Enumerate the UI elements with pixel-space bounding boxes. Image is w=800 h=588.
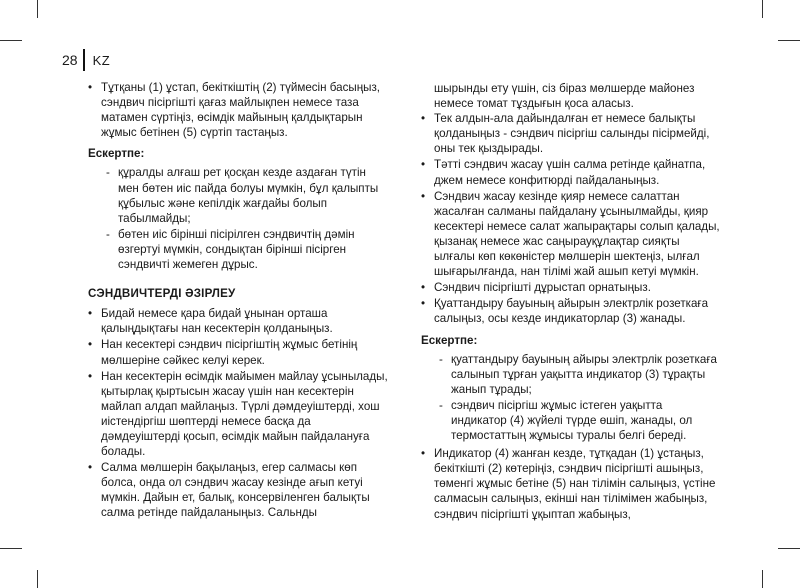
crop-mark — [762, 0, 763, 18]
header-divider — [83, 49, 85, 71]
page-header — [62, 50, 110, 70]
list-item: • Нан кесектерін өсімдік майымен майлау ұсынылады, қытырлақ қыртысын жасау үшін нан кесектерін майлап алдап майлаңыз. Түрлі дәмдеуіштерді, хош иістендіргіш шөптерді немесе басқа да дәмдеуіштерді қосып, өсімдік майын пайдалануға болады. — [88, 369, 388, 460]
crop-mark — [0, 548, 22, 549]
bullet-list — [88, 306, 388, 520]
bullet-list — [421, 111, 721, 326]
list-item: - сэндвич пісіргіш жұмыс істеген уақытта индикатор (4) жүйелі түрде өшіп, жанады, ол термостаттың жұмысы туралы белгі береді. — [439, 398, 721, 443]
note-title: Ескертпе: — [88, 147, 145, 161]
list-item: - бөтен иіс бірінші пісірілген сэндвичтің дәмін өзгертуі мүмкін, сондықтан бірінші пісірген сэндвичті жемеген дұрыс. — [106, 227, 388, 272]
note-title: Ескертпе: — [421, 333, 478, 347]
list-item: • Қуаттандыру бауының айырын электрлік розеткаға салыңыз, осы кезде индикаторлар (3) жанады. — [421, 296, 721, 326]
list-item: • Тек алдын-ала дайындалған ет немесе балықты қолданыңыз - сэндвич пісіргіш салынды пісірмейді, оны тек қыздырады. — [421, 111, 721, 156]
list-item: • Бидай немесе қара бидай ұнынан орташа қалыңдықтағы нан кесектерін қолданыңыз. — [88, 306, 388, 336]
left-column — [88, 80, 388, 522]
list-item: - құралды алғаш рет қосқан кезде аздаған түтін мен бөтен иіс пайда болуы мүмкін, бұл қалыпты құбылыс және кепілдік жағдайы болып табылмайды; — [106, 165, 388, 225]
list-item: • Тұтқаны (1) ұстап, бекіткіштің (2) түймесін басыңыз, сэндвич пісіргішті қағаз майлықпен немесе таза матамен сүртіңіз, өсімдік майының қалдықтарын жұмыс бетінен (5) сүртіп тастаңыз. — [88, 80, 388, 140]
crop-mark — [762, 570, 763, 588]
page-number: 28 — [62, 52, 78, 68]
dash-list — [421, 352, 721, 444]
language-code: KZ — [92, 52, 111, 68]
list-item: • Сэндвич пісіргішті дұрыстап орнатыңыз. — [421, 280, 721, 295]
section-heading: СЭНДВИЧТЕРДІ ӘЗІРЛЕУ — [88, 287, 236, 301]
crop-mark — [0, 40, 22, 41]
list-item: • Индикатор (4) жанған кезде, тұтқадан (1) ұстаңыз, бекіткішті (2) көтеріңіз, сэндвич пісіргішті ашыңыз, төменгі жұмыс бетіне (5) нан тілімін салыңыз, үстіне салмасын салыңыз, екінші нан тілімімен жабыңыз, сэндвич пісіргішті ұқыптап жабыңыз, — [421, 446, 721, 521]
list-item: • Сэндвич жасау кезінде қияр немесе салаттан жасалған салманы пайдалану ұсынылмайды, қияр кесектері немесе салат жапырақтары солып қалады, қызанақ немесе жас саңырауқұлақтар сияқты ылғалы көп көкөністер мөлшерін шектеңіз, ылғал шығарылғанда, нан тілімі жай ашып кетуі мүмкін. — [421, 189, 721, 280]
crop-mark — [778, 40, 800, 41]
list-item: • Нан кесектері сэндвич пісіргіштің жұмыс бетінің мөлшеріне сәйкес келуі керек. — [88, 337, 388, 367]
continuation-text: шырынды ету үшін, сіз біраз мөлшерде майонез немесе томат тұздығын қоса аласыз. — [434, 82, 695, 111]
right-column — [421, 81, 721, 523]
crop-mark — [37, 0, 38, 18]
list-item: • Тәтті сэндвич жасау үшін салма ретінде қайнатпа, джем немесе конфитюрді пайдаланыңыз. — [421, 157, 721, 187]
crop-mark — [37, 570, 38, 588]
bullet-list — [88, 80, 388, 140]
dash-list — [88, 165, 388, 272]
list-item: - қуаттандыру бауының айыры электрлік розеткаға салынып тұрған уақытта индикатор (3) тұрақты жанып тұрады; — [439, 352, 721, 397]
bullet-list — [421, 446, 721, 521]
crop-mark — [778, 548, 800, 549]
list-item: • Салма мөлшерін бақылаңыз, егер салмасы көп болса, онда ол сэндвич жасау кезінде ағып кетуі мүмкін. Дайын ет, балық, консервіленген балықты салма ретінде пайдаланыңыз. Сальнды — [88, 460, 388, 520]
